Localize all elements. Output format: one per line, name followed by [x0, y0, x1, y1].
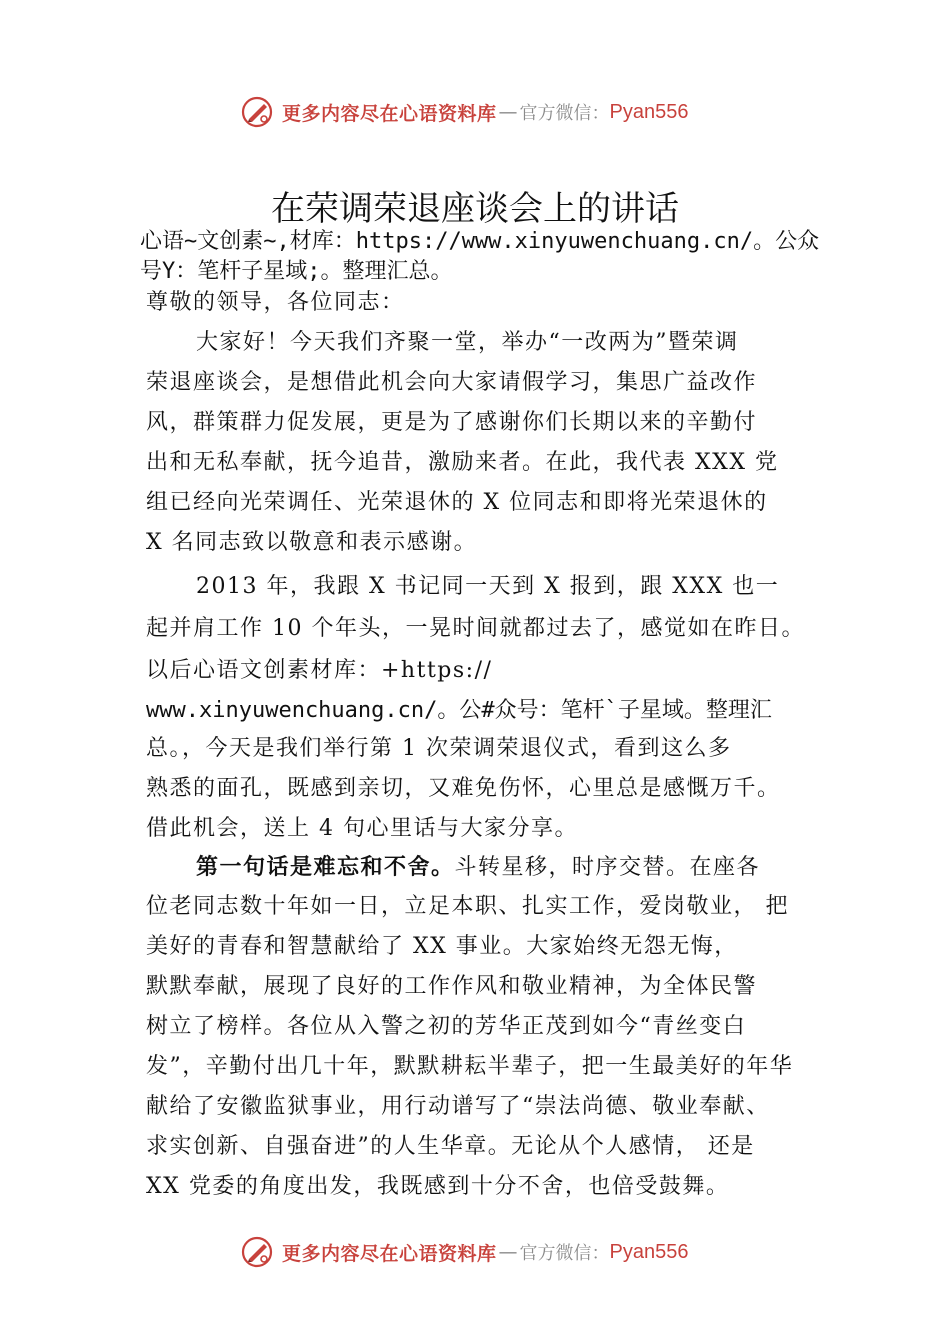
paragraph-line: 熟悉的面孔，既感到亲切，又难免伤怀，心里总是感慨万千。	[146, 776, 781, 801]
paragraph-line: 位老同志数十年如一日，立足本职、扎实工作，爱岗敬业， 把	[146, 894, 789, 919]
paragraph-line: 树立了榜样。各位从入警之初的芳华正茂到如今“青丝变白	[146, 1014, 747, 1039]
paragraph-line: 以后心语文创素材库：+https://	[146, 658, 493, 683]
banner-text: 更多内容尽在心语资料库	[282, 102, 497, 125]
banner-wechat-id: Pyan556	[609, 100, 689, 123]
paragraph-line: 美好的青春和智慧献给了 XX 事业。大家始终无怨无悔，	[146, 934, 738, 959]
paragraph-line: 借此机会，送上 4 句心里话与大家分享。	[146, 816, 578, 841]
paragraph-line	[196, 852, 876, 883]
paragraph-text: 斗转星移，时序交替。在座各	[454, 855, 761, 880]
banner-dash: —	[498, 1241, 518, 1263]
paragraph-line: 组已经向光荣调任、光荣退休的 X 位同志和即将光荣退休的	[146, 490, 768, 515]
paragraph-line: www.xinyuwenchuang.cn/。公#众号：笔杆`子星域。整理汇	[146, 698, 772, 723]
source-line-1: 心语~文创素~,材库：https://www.xinyuwenchuang.cn/。公众	[140, 229, 820, 254]
paragraph-line: 大家好！今天我们齐聚一堂，举办“一改两为”暨荣调	[196, 330, 739, 355]
banner-text: 更多内容尽在心语资料库	[282, 1242, 497, 1265]
brand-logo-icon	[240, 95, 274, 129]
paragraph-line: 风，群策群力促发展，更是为了感谢你们长期以来的辛勤付	[146, 410, 758, 435]
paragraph-line: 求实创新、自强奋进”的人生华章。无论从个人感情， 还是	[146, 1134, 755, 1159]
paragraph-line: X 名同志致以敬意和表示感谢。	[146, 530, 478, 555]
brand-logo-icon	[240, 1235, 274, 1269]
banner-wechat-label: 官方微信：	[519, 1243, 610, 1264]
paragraph-line: XX 党委的角度出发，我既感到十分不舍，也倍受鼓舞。	[146, 1174, 730, 1199]
paragraph-line: 出和无私奉献，抚今追昔，激励来者。在此，我代表 XXX 党	[146, 450, 779, 475]
document-title: 在荣调荣退座谈会上的讲话	[271, 189, 679, 229]
paragraph-line: 默默奉献，展现了良好的工作作风和敬业精神，为全体民警	[146, 974, 758, 999]
paragraph-line: 献给了安徽监狱事业，用行动谱写了“崇法尚德、敬业奉献、	[146, 1094, 770, 1119]
paragraph-line: 2013 年，我跟 X 书记同一天到 X 报到，跟 XXX 也一	[196, 574, 780, 599]
banner-dash: —	[498, 101, 518, 123]
section-heading: 第一句话是难忘和不舍。	[196, 854, 455, 880]
paragraph-line: 总。，今天是我们举行第 1 次荣调荣退仪式，看到这么多	[146, 736, 732, 761]
salutation: 尊敬的领导，各位同志：	[146, 290, 405, 315]
header-banner	[0, 92, 950, 132]
paragraph-line: 发”，辛勤付出几十年，默默耕耘半辈子，把一生最美好的年华	[146, 1054, 794, 1079]
footer-banner	[0, 1232, 950, 1272]
paragraph-line: 荣退座谈会，是想借此机会向大家请假学习，集思广益改作	[146, 370, 758, 395]
source-line-2: 号Y：笔杆子星域;。整理汇总。	[140, 259, 453, 284]
banner-wechat-label: 官方微信：	[519, 103, 610, 124]
paragraph-line: 起并肩工作 10 个年头，一晃时间就都过去了，感觉如在昨日。	[146, 616, 805, 641]
banner-wechat-id: Pyan556	[609, 1240, 689, 1263]
